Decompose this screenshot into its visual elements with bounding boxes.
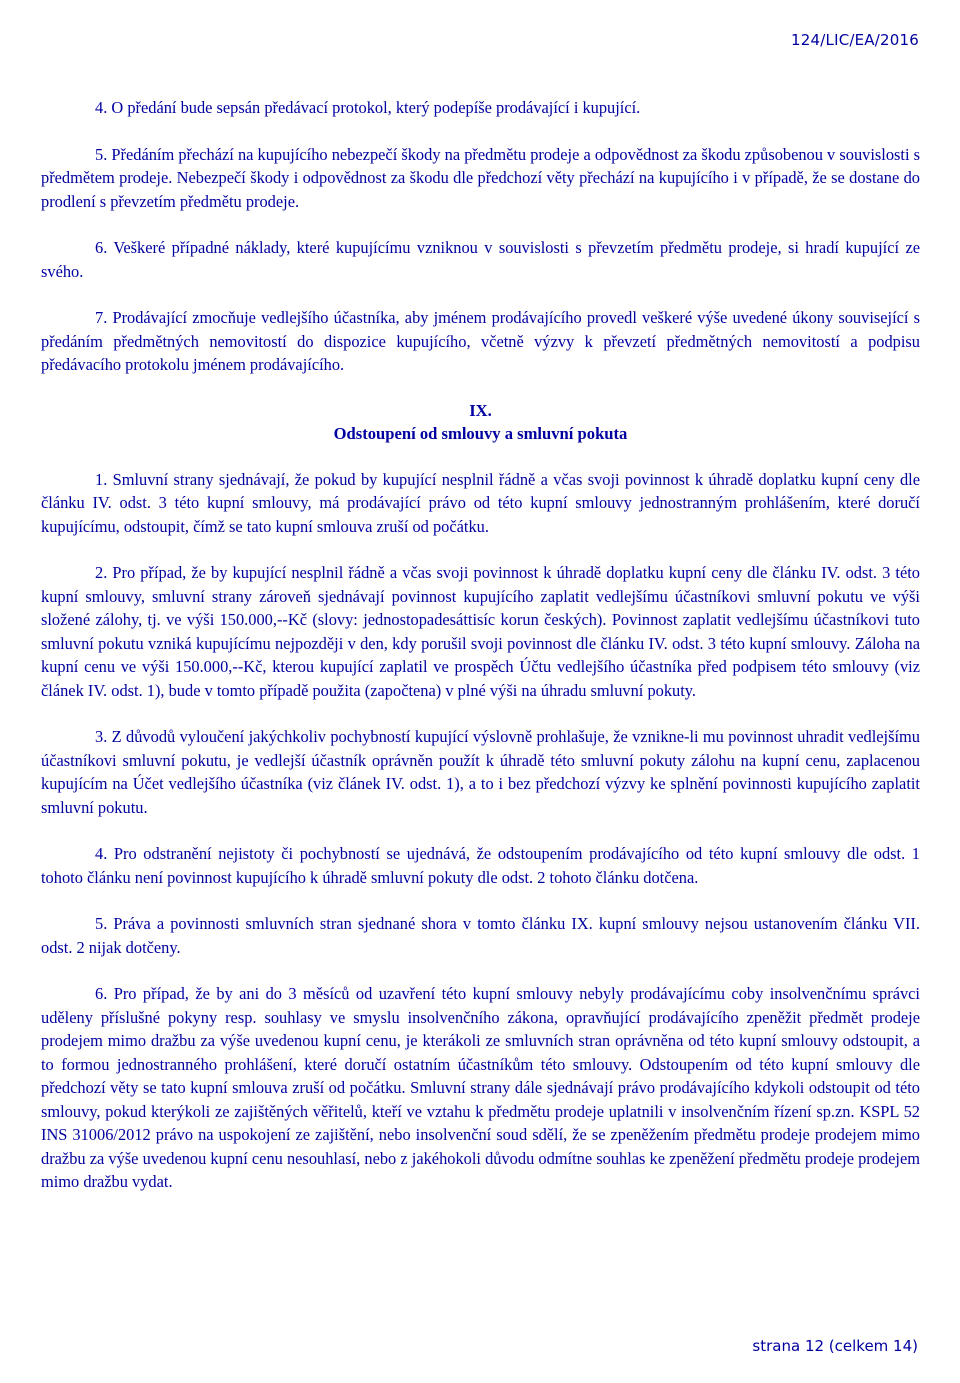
paragraph-5: 5. Předáním přechází na kupujícího nebezpečí škody na předmětu prodeje a odpovědnost za škodu způsobenou v souvislosti s předmětem prodeje. Nebezpečí škody i odpovědnost za škodu dle předchozí věty přechází na kupujícího i v případě, že se dostane do prodlení s převzetím předmětu prodeje. bbox=[41, 144, 920, 211]
section-paragraph-2: 2. Pro případ, že by kupující nesplnil řádně a včas svoji povinnost k úhradě doplatku kupní ceny dle článku IV. odst. 3 této kupní smlouvy, smluvní strany zároveň sjednávají povinnost kupujícího zaplatit vedlejšímu účastníkovi smluvní pokutu ve výši složené zálohy, tj. ve výši 150.000,--Kč (slovy: jednostopadesáttisíc korun českých). Povinnost zaplatit vedlejšímu účastníkovi tuto smluvní pokutu vzniká kupujícímu nejpozději v den, kdy porušil svoji povinnost dle článku IV. odst. 3 této kupní smlouvy. Záloha na kupní cenu ve výši 150.000,--Kč, kterou kupující zaplatil ve prospěch Účtu vedlejšího účastníka před podpisem této smlouvy (viz článek IV. odst. 1), bude v tomto případě použita (započtena) v plné výši na úhradu smluvní pokuty. bbox=[41, 563, 920, 700]
section-paragraph-5: 5. Práva a povinnosti smluvních stran sjednané shora v tomto článku IX. kupní smlouvy nejsou ustanovením článku VII. odst. 2 nijak dotčeny. bbox=[41, 914, 920, 957]
page-number: strana 12 (celkem 14) bbox=[752, 1337, 918, 1355]
paragraph-6: 6. Veškeré případné náklady, které kupujícímu vzniknou v souvislosti s převzetím předmětu prodeje, si hradí kupující ze svého. bbox=[41, 238, 920, 281]
section-paragraph-6: 6. Pro případ, že by ani do 3 měsíců od uzavření této kupní smlouvy nebyly prodávajícímu coby insolvenčnímu správci uděleny příslušné pokyny resp. souhlasy ve smyslu insolvenčního zákona, opravňující prodávajícího zpeněžit předmět prodeje prodejem mimo dražbu za výše uvedenou kupní cenu, je kterákoli ze smluvních stran oprávněna od této kupní smlouvy odstoupit, a to formou jednostranného prohlášení, které doručí ostatním účastníkům této smlouvy. Odstoupením od této kupní smlouvy dle předchozí věty se tato kupní smlouva zruší od počátku. Smluvní strany dále sjednávají právo prodávajícího kdykoli odstoupit od této smlouvy, pokud kterýkoli ze zajištěných věřitelů, kteří ve vztahu k předmětu prodeje uplatnili v insolvenčním řízení sp.zn. KSPL 52 INS 31006/2012 právo na uspokojení ze zajištění, nebo insolvenční soud sdělí, že se zpeněžením předmětu prodeje prodejem mimo dražbu za výše uvedenou kupní cenu nesouhlasí, nebo z jakéhokoli důvodu odmítne souhlas ke zpeněžení předmětu prodeje prodejem mimo dražbu vydat. bbox=[41, 984, 920, 1191]
section-number: IX. bbox=[469, 400, 492, 420]
section-paragraph-4: 4. Pro odstranění nejistoty či pochybností se ujednává, že odstoupením prodávajícího od této kupní smlouvy dle odst. 1 tohoto článku není povinnost kupujícího k úhradě smluvní pokuty dle odst. 2 tohoto článku dotčena. bbox=[41, 844, 920, 887]
section-paragraph-3: 3. Z důvodů vyloučení jakýchkoliv pochybností kupující výslovně prohlašuje, že vznikne-li mu povinnost uhradit vedlejšímu účastníkovi smluvní pokutu, je vedlejší účastník oprávněn použít k úhradě této smluvní pokuty zálohu na kupní cenu, zaplacenou kupujícím na Účet vedlejšího účastníka (viz článek IV. odst. 1), a to i bez předchozí výzvy ke splnění povinnosti kupujícího zaplatit smluvní pokutu. bbox=[41, 727, 920, 817]
paragraph-7: 7. Prodávající zmocňuje vedlejšího účastníka, aby jménem prodávajícího provedl veškeré výše uvedené úkony související s předáním předmětných nemovitostí do dispozice kupujícího, včetně výzvy k převzetí předmětných nemovitostí a podpisu předávacího protokolu jménem prodávajícího. bbox=[41, 308, 920, 374]
section-title: Odstoupení od smlouvy a smluvní pokuta bbox=[333, 424, 628, 443]
paragraph-4: 4. O předání bude sepsán předávací protokol, který podepíše prodávající i kupující. bbox=[95, 98, 641, 117]
document-body bbox=[41, 96, 920, 1194]
document-reference-number: 124/LIC/EA/2016 bbox=[791, 31, 919, 49]
section-paragraph-1: 1. Smluvní strany sjednávají, že pokud by kupující nesplnil řádně a včas svoji povinnost k úhradě doplatku kupní ceny dle článku IV. odst. 3 této kupní smlouvy, má prodávající právo od této kupní smlouvy jednostranným prohlášením, které doručí kupujícímu, odstoupit, čímž se tato kupní smlouva zruší od počátku. bbox=[41, 469, 920, 536]
